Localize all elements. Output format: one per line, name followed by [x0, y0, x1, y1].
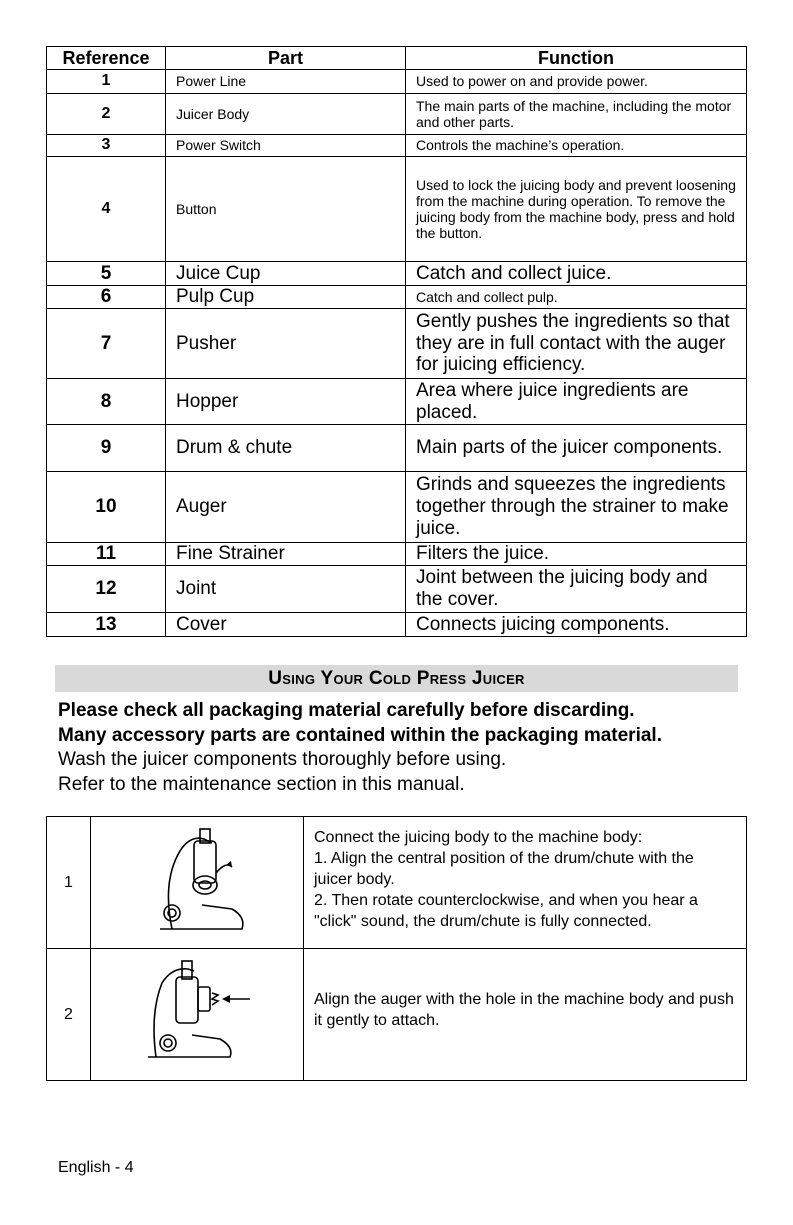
ref-cell: 6: [47, 286, 166, 309]
step-1-illustration: [91, 817, 304, 949]
table-row: [47, 472, 747, 543]
function-cell: Area where juice ingredients are placed.: [406, 379, 747, 425]
part-cell: Pusher: [166, 309, 406, 379]
step-number: 2: [47, 949, 91, 1081]
step-number: 1: [47, 817, 91, 949]
step-text: [304, 817, 747, 949]
part-cell: Fine Strainer: [166, 543, 406, 566]
intro-line-1: Please check all packaging material carefully before discarding.: [58, 700, 635, 721]
table-row: [47, 613, 747, 637]
step-row: [47, 817, 747, 949]
function-cell: Joint between the juicing body and the cover.: [406, 566, 747, 613]
part-cell: Juicer Body: [166, 94, 406, 135]
function-cell: Grinds and squeezes the ingredients together through the strainer to make juice.: [406, 472, 747, 543]
steps-table: [46, 816, 747, 1081]
parts-table-header: [47, 47, 747, 70]
parts-table: [46, 46, 747, 637]
table-row: [47, 70, 747, 94]
section-title: Using Your Cold Press Juicer: [55, 665, 738, 692]
intro-line-3: Wash the juicer components thoroughly before using.: [58, 749, 507, 770]
part-cell: Pulp Cup: [166, 286, 406, 309]
part-cell: Juice Cup: [166, 262, 406, 286]
function-cell: Filters the juice.: [406, 543, 747, 566]
function-cell: The main parts of the machine, including the motor and other parts.: [406, 94, 747, 135]
part-cell: Power Line: [166, 70, 406, 94]
table-row: [47, 379, 747, 425]
table-row: [47, 309, 747, 379]
ref-cell: 10: [47, 472, 166, 543]
ref-cell: 5: [47, 262, 166, 286]
ref-cell: 8: [47, 379, 166, 425]
header-function: Function: [406, 47, 747, 70]
function-cell: Main parts of the juicer components.: [406, 425, 747, 472]
part-cell: Drum & chute: [166, 425, 406, 472]
function-cell: Used to power on and provide power.: [406, 70, 747, 94]
table-row: [47, 262, 747, 286]
intro-line-4: Refer to the maintenance section in this manual.: [58, 773, 465, 795]
header-reference: Reference: [47, 47, 166, 70]
table-row: [47, 286, 747, 309]
ref-cell: 7: [47, 309, 166, 379]
intro-text: [58, 699, 758, 797]
function-cell: Controls the machine’s operation.: [406, 135, 747, 157]
table-row: [47, 425, 747, 472]
function-cell: Connects juicing components.: [406, 613, 747, 637]
part-cell: Auger: [166, 472, 406, 543]
step-description: Connect the juicing body to the machine body: 1. Align the central position of the drum/chute with the juicer body. 2. Then rotate counterclockwise, and when you hear a "click" sound, the drum/chute is fully connected.: [314, 829, 698, 930]
part-cell: Joint: [166, 566, 406, 613]
ref-cell: 9: [47, 425, 166, 472]
table-row: [47, 157, 747, 262]
function-cell: Used to lock the juicing body and prevent loosening from the machine during operation. To remove the juicing body from the machine body, press and hold the button.: [406, 157, 747, 262]
ref-cell: 3: [47, 135, 166, 157]
ref-cell: 13: [47, 613, 166, 637]
table-row: [47, 543, 747, 566]
table-row: [47, 94, 747, 135]
step-row: [47, 949, 747, 1081]
ref-cell: 4: [47, 157, 166, 262]
part-cell: Hopper: [166, 379, 406, 425]
part-cell: Power Switch: [166, 135, 406, 157]
table-row: [47, 566, 747, 613]
table-row: [47, 135, 747, 157]
step-text: [304, 949, 747, 1081]
function-cell: Catch and collect pulp.: [406, 286, 747, 309]
function-cell: Gently pushes the ingredients so that they are in full contact with the auger for juicing efficiency.: [406, 309, 747, 379]
header-part: Part: [166, 47, 406, 70]
ref-cell: 1: [47, 70, 166, 94]
page-footer: English - 4: [58, 1159, 134, 1176]
part-cell: Button: [166, 157, 406, 262]
intro-line-2: Many accessory parts are contained within the packaging material.: [58, 724, 662, 746]
part-cell: Cover: [166, 613, 406, 637]
juicer-auger-illustration: [132, 953, 262, 1071]
juicer-connect-illustration: [142, 821, 252, 939]
step-description: Align the auger with the hole in the machine body and push it gently to attach.: [314, 991, 734, 1029]
ref-cell: 2: [47, 94, 166, 135]
function-cell: Catch and collect juice.: [406, 262, 747, 286]
ref-cell: 12: [47, 566, 166, 613]
step-2-illustration: [91, 949, 304, 1081]
ref-cell: 11: [47, 543, 166, 566]
